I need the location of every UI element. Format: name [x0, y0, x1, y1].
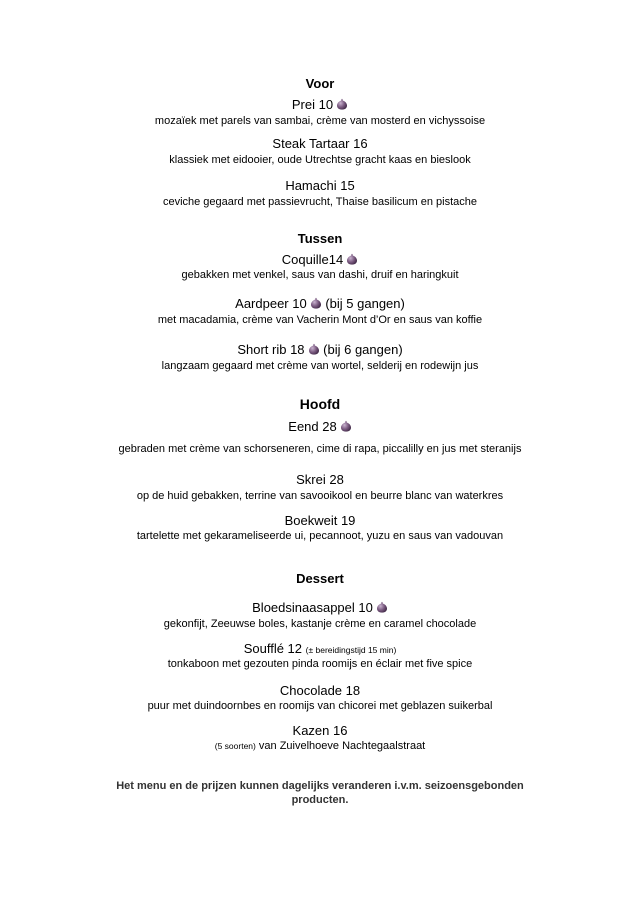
fig-icon — [308, 343, 320, 355]
dish-desc-souffle: tonkaboon met gezouten pinda roomijs en éclair met five spice — [167, 658, 473, 670]
dish-desc-coquille: gebakken met venkel, saus van dashi, druif en haringkuit — [181, 269, 459, 281]
footer-note-line-2: producten. — [291, 794, 349, 806]
dish-desc-bloedsinaasappel: gekonfijt, Zeeuwse boles, kastanje crème en caramel chocolade — [163, 618, 477, 630]
dish-name-souffle: Soufflé 12 (± bereidingstijd 15 min) — [243, 641, 397, 656]
dish-name-skrei: Skrei 28 — [296, 472, 344, 487]
fig-icon — [310, 297, 322, 309]
footer-note-line-1: Het menu en de prijzen kunnen dagelijks veranderen i.v.m. seizoensgebonden — [116, 780, 524, 792]
fig-icon — [336, 98, 348, 110]
section-heading-voor: Voor — [305, 76, 335, 91]
dish-desc-boekweit: tartelette met gekarameliseerde ui, pecannoot, yuzu en saus van vadouvan — [136, 530, 504, 542]
dish-name-hamachi: Hamachi 15 — [285, 178, 355, 193]
dish-desc-steak-tartaar: klassiek met eidooier, oude Utrechtse gracht kaas en bieslook — [169, 154, 471, 166]
fig-icon — [346, 253, 358, 265]
fig-icon — [340, 420, 352, 432]
dish-name-eend: Eend 28 — [0, 420, 640, 435]
dish-name-steak-tartaar: Steak Tartaar 16 — [272, 136, 368, 151]
dish-desc-skrei: op de huid gebakken, terrine van savooikool en beurre blanc van waterkres — [136, 490, 504, 502]
section-heading-dessert: Dessert — [296, 571, 344, 586]
fig-icon — [376, 601, 388, 613]
dish-desc-eend: gebraden met crème van schorseneren, cime di rapa, piccalilly en jus met steranijs — [118, 443, 522, 455]
section-heading-hoofd: Hoofd — [299, 396, 341, 412]
dish-name-prei: Prei 10 — [0, 98, 640, 113]
dish-name-aardpeer: Aardpeer 10 (bij 5 gangen) — [235, 296, 405, 311]
dish-desc-chocolade: puur met duindoornbes en roomijs van chicorei met geblazen suikerbal — [147, 700, 493, 712]
section-heading-tussen: Tussen — [297, 231, 343, 246]
dish-desc-aardpeer: met macadamia, crème van Vacherin Mont d’Or en saus van koffie — [157, 314, 483, 326]
dish-desc-short-rib: langzaam gegaard met crème van wortel, selderij en rodewijn jus — [161, 360, 479, 372]
dish-desc-kazen: (5 soorten) van Zuivelhoeve Nachtegaalstraat — [214, 740, 426, 752]
dish-name-coquille: Coquille14 — [0, 253, 640, 268]
dish-desc-prei: mozaïek met parels van sambai, crème van mosterd en vichyssoise — [154, 115, 486, 127]
dish-name-kazen: Kazen 16 — [292, 723, 348, 738]
dish-name-chocolade: Chocolade 18 — [279, 683, 361, 698]
dish-name-bloedsinaasappel: Bloedsinaasappel 10 — [0, 601, 640, 616]
dish-desc-hamachi: ceviche gegaard met passievrucht, Thaise basilicum en pistache — [162, 196, 478, 208]
dish-name-boekweit: Boekweit 19 — [284, 513, 356, 528]
dish-name-short-rib: Short rib 18 (bij 6 gangen) — [237, 342, 403, 357]
